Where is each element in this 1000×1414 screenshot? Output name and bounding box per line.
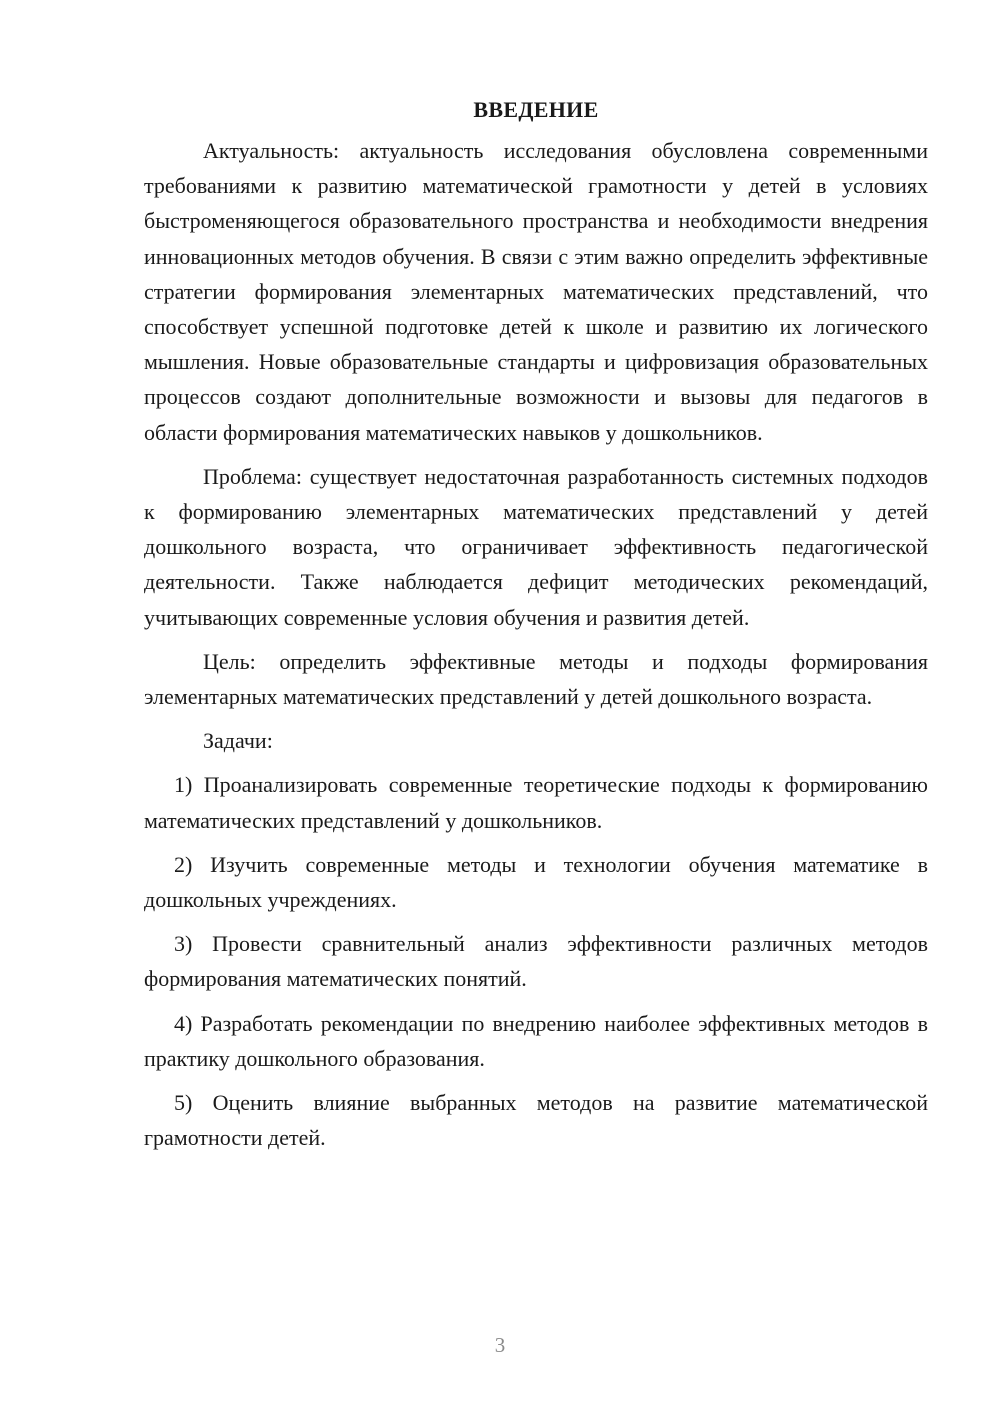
- document-page: [144, 92, 928, 1155]
- task-item: 3) Провести сравнительный анализ эффективности различных методов формирования математических понятий.: [144, 931, 928, 992]
- goal-paragraph: Цель: определить эффективные методы и подходы формирования элементарных математических представлений у детей дошкольного возраста.: [144, 648, 928, 710]
- problem-paragraph: Проблема: существует недостаточная разработанность системных подходов к формированию элементарных математических представлений у детей дошкольного возраста, что ограничивает эффективность педагогической деятельности. Также наблюдается дефицит методических рекомендаций, учитывающих современные условия обучения и развития детей.: [144, 463, 928, 630]
- task-item: 4) Разработать рекомендации по внедрению наиболее эффективных методов в практику дошкольного образования.: [144, 1010, 928, 1071]
- task-item: 1) Проанализировать современные теоретические подходы к формированию математических представлений у дошкольников.: [144, 772, 928, 833]
- section-heading: ВВЕДЕНИЕ: [473, 97, 599, 122]
- task-item: 2) Изучить современные методы и технологии обучения математике в дошкольных учреждениях.: [144, 851, 928, 913]
- task-item: 5) Оценить влияние выбранных методов на развитие математической грамотности детей.: [144, 1090, 928, 1151]
- task-list: [144, 767, 928, 1155]
- tasks-label: Задачи:: [203, 728, 273, 754]
- page-number: 3: [494, 1333, 506, 1357]
- relevance-paragraph: Актуальность: актуальность исследования обусловлена современными требованиями к развитию математической грамотности у детей в условиях быстроменяющегося образовательного пространства и необходимости внедрения инновационных методов обучения. В связи с этим важно определить эффективные стратегии формирования элементарных математических представлений, что способствует успешной подготовке детей к школе и развитию их логического мышления. Новые образовательные стандарты и цифровизация образовательных процессов создают дополнительные возможности и вызовы для педагогов в области формирования математических навыков у дошкольников.: [144, 138, 928, 445]
